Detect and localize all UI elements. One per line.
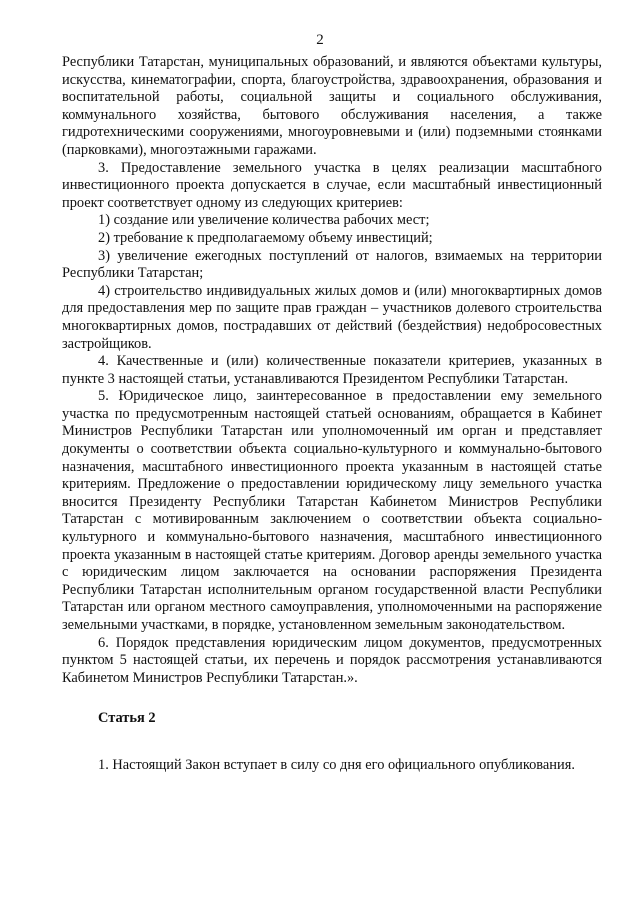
law-text-body [62,54,602,687]
paragraph-continuation: Республики Татарстан, муниципальных образований, и являются объектами культуры, искусства, кинематографии, спорта, благоустройства, здравоохранения, образования и воспитательной работы, социальной защиты и социального обслуживания, коммунального хозяйства, бытового обслуживания населения, а также гидротехническими сооружениями, многоуровневыми и (или) подземными стоянками (парковками), многоэтажными гаражами. [62,54,602,158]
page-number: 2 [316,32,324,48]
paragraph-item-4: 4. Качественные и (или) количественные показатели критериев, указанных в пункте 3 настоящей статьи, устанавливаются Президентом Республики Татарстан. [62,353,602,387]
criterion-3: 3) увеличение ежегодных поступлений от налогов, взимаемых на территории Республики Татарстан; [62,247,602,282]
paragraph-item-5: 5. Юридическое лицо, заинтересованное в предоставлении ему земельного участка по предусмотренным настоящей статьей основаниям, обращается в Кабинет Министров Республики Татарстан или уполномоченный им орган и представляет документы о соответствии объекта социально-культурного и коммунально-бытового назначения, масштабного инвестиционного проекта указанным в настоящей статье критериям. Предложение о предоставлении юридическому лицу земельного участка вносится Президенту Республики Татарстан Кабинетом Министров Республики Татарстан с мотивированным заключением о соответствии объекта социально-культурного и коммунально-бытового назначения, масштабного инвестиционного проекта указанным в настоящей статье критериям. Договор аренды земельного участка с юридическим лицом заключается на основании распоряжения Президента Республики Татарстан исполнительным органом государственной власти Республики Татарстан или органом местного самоуправления, уполномоченными на распоряжение земельными участками, в порядке, установленном земельным законодательством. [62,388,602,633]
criterion-2: 2) требование к предполагаемому объему инвестиций; [98,229,433,246]
paragraph-item-3: 3. Предоставление земельного участка в целях реализации масштабного инвестиционного проекта допускается в случае, если масштабный инвестиционный проект соответствует одному из следующих критериев: [62,159,602,211]
criterion-1: 1) создание или увеличение количества рабочих мест; [98,212,430,229]
article-2-heading: Статья 2 [98,710,156,726]
criterion-4: 4) строительство индивидуальных жилых домов и (или) многоквартирных домов для предоставления мер по защите прав граждан – участников долевого строительства многоквартирных домов, пострадавших от действий (бездействия) недобросовестных застройщиков. [62,282,602,352]
paragraph-item-6: 6. Порядок представления юридическим лицом документов, предусмотренных пунктом 5 настоящей статьи, их перечень и порядок рассмотрения устанавливаются Кабинетом Министров Республики Татарстан.». [62,634,602,686]
article-2-paragraph-1: 1. Настоящий Закон вступает в силу со дня его официального опубликования. [98,757,575,773]
article-2-body [62,757,602,775]
